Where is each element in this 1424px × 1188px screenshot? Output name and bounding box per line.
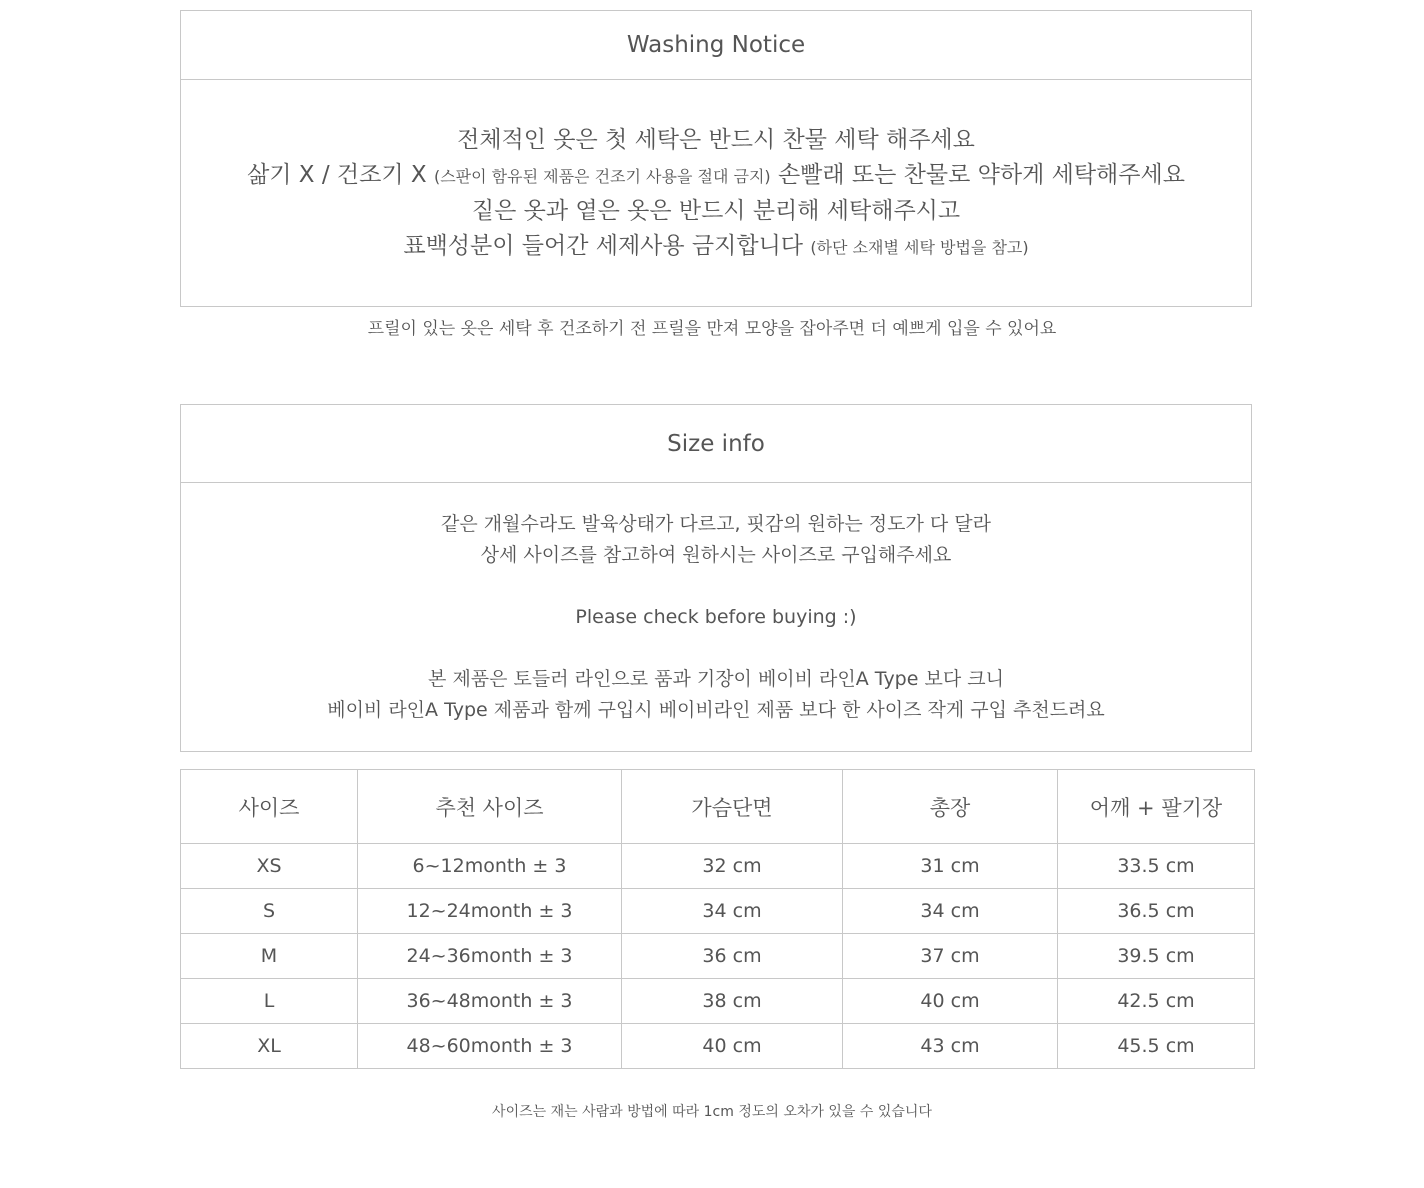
size-info-line-2: 상세 사이즈를 참고하여 원하시는 사이즈로 구입해주세요 [480,544,952,566]
header-total-length: 총장 [843,770,1058,844]
washing-line-4 [403,229,1028,265]
washing-notice-body [181,80,1251,307]
cell-total-length: 31 cm [843,844,1058,889]
cell-total-length: 43 cm [843,1024,1058,1069]
cell-size: M [181,934,358,979]
size-info-line-1: 같은 개월수라도 발육상태가 다르고, 핏감의 원하는 정도가 다 달라 [441,513,991,535]
cell-recommended-size: 48~60month ± 3 [358,1024,622,1069]
cell-recommended-size: 6~12month ± 3 [358,844,622,889]
size-measurement-note: 사이즈는 재는 사람과 방법에 따라 1cm 정도의 오차가 있을 수 있습니다 [492,1104,932,1120]
cell-shoulder-sleeve-length: 36.5 cm [1058,889,1255,934]
washing-notice-box [180,10,1252,307]
cell-total-length: 40 cm [843,979,1058,1024]
cell-chest-width: 32 cm [622,844,843,889]
washing-line-2 [247,158,1185,194]
size-table-header-row [181,770,1255,844]
size-info-body [181,483,1251,752]
cell-shoulder-sleeve-length: 39.5 cm [1058,934,1255,979]
table-row [181,1024,1255,1069]
washing-notice-title: Washing Notice [181,11,1251,80]
cell-chest-width: 34 cm [622,889,843,934]
washing-line-1: 전체적인 옷은 첫 세탁은 반드시 찬물 세탁 해주세요 [457,126,975,153]
cell-recommended-size: 24~36month ± 3 [358,934,622,979]
cell-shoulder-sleeve-length: 33.5 cm [1058,844,1255,889]
size-info-box [180,404,1252,752]
cell-size: S [181,889,358,934]
cell-chest-width: 40 cm [622,1024,843,1069]
cell-total-length: 34 cm [843,889,1058,934]
table-row [181,934,1255,979]
cell-size: XS [181,844,358,889]
table-row [181,979,1255,1024]
header-size: 사이즈 [181,770,358,844]
frill-washing-note: 프릴이 있는 옷은 세탁 후 건조하기 전 프릴을 만져 모양을 잡아주면 더 예쁘게 입을 수 있어요 [367,319,1057,339]
size-info-line-5: 베이비 라인A Type 제품과 함께 구입시 베이비라인 제품 보다 한 사이즈 작게 구입 추천드려요 [327,699,1105,721]
cell-shoulder-sleeve-length: 42.5 cm [1058,979,1255,1024]
cell-size: XL [181,1024,358,1069]
washing-line-4-note: (하단 소재별 세탁 방법을 참고) [810,237,1029,257]
size-info-line-4: 본 제품은 토들러 라인으로 품과 기장이 베이비 라인A Type 보다 크니 [428,668,1004,690]
cell-recommended-size: 12~24month ± 3 [358,889,622,934]
cell-chest-width: 36 cm [622,934,843,979]
cell-total-length: 37 cm [843,934,1058,979]
washing-line-2-end: 손빨래 또는 찬물로 약하게 세탁해주세요 [777,161,1185,188]
cell-shoulder-sleeve-length: 45.5 cm [1058,1024,1255,1069]
washing-line-4-start: 표백성분이 들어간 세제사용 금지합니다 [403,232,803,259]
table-row [181,889,1255,934]
cell-chest-width: 38 cm [622,979,843,1024]
washing-line-3: 짙은 옷과 옅은 옷은 반드시 분리해 세탁해주시고 [471,197,961,224]
cell-size: L [181,979,358,1024]
cell-recommended-size: 36~48month ± 3 [358,979,622,1024]
header-chest-width: 가슴단면 [622,770,843,844]
header-shoulder-sleeve-length: 어깨 + 팔기장 [1058,770,1255,844]
washing-line-2-start: 삶기 X / 건조기 X [247,161,427,188]
header-recommended-size: 추천 사이즈 [358,770,622,844]
size-table [180,769,1255,1069]
size-info-line-3: Please check before buying :) [575,606,857,628]
washing-line-2-note: (스판이 함유된 제품은 건조기 사용을 절대 금지) [433,166,771,186]
size-info-title: Size info [181,405,1251,483]
table-row [181,844,1255,889]
